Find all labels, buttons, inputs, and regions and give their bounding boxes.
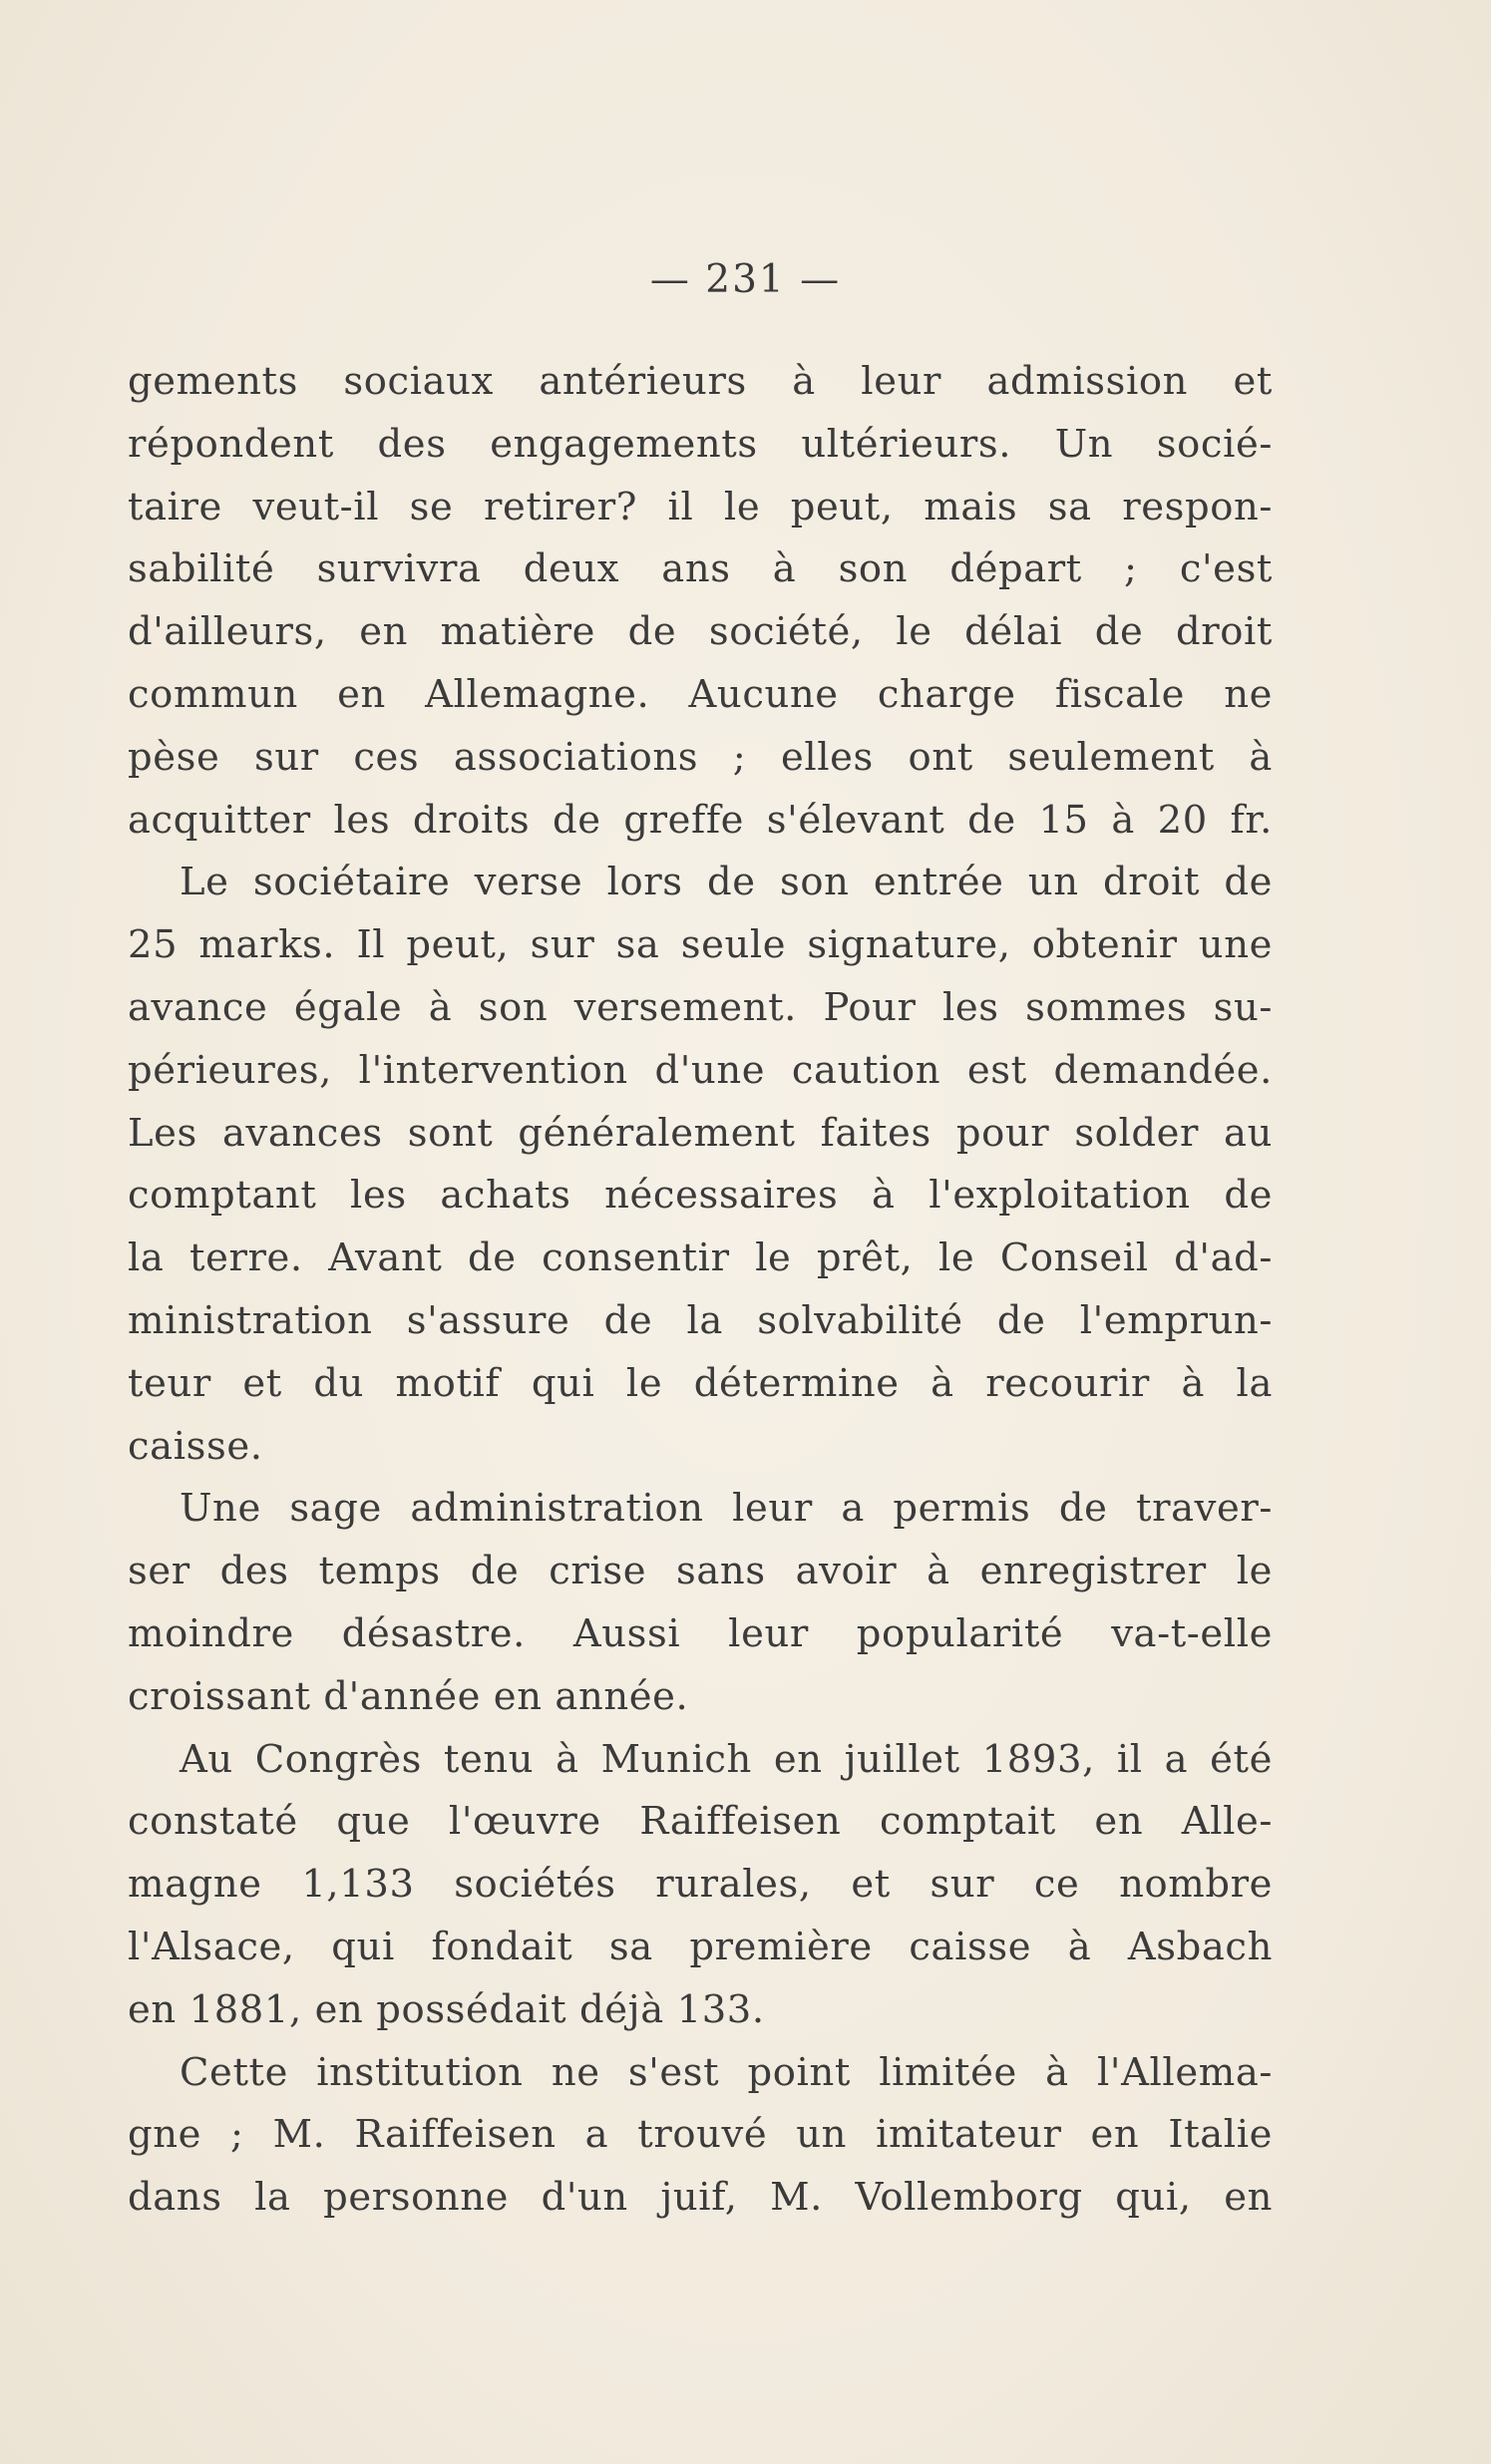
text-line: pèse sur ces associations ; elles ont seulement à — [128, 734, 1273, 780]
text-line: sabilité survivra deux ans à son départ ; c'est — [128, 546, 1273, 592]
text-line: croissant d'année en année. — [128, 1673, 689, 1719]
text-line: en 1881, en possédait déjà 133. — [128, 1986, 765, 2032]
text-line: Une sage administration leur a permis de traver- — [180, 1486, 1273, 1532]
text-line: teur et du motif qui le détermine à recourir à la — [128, 1360, 1273, 1406]
text-line: la terre. Avant de consentir le prêt, le Conseil d'ad- — [128, 1235, 1273, 1281]
text-line: gne ; M. Raiffeisen a trouvé un imitateur en Italie — [128, 2112, 1273, 2158]
text-line: avance égale à son versement. Pour les sommes su- — [128, 984, 1273, 1030]
text-line: acquitter les droits de greffe s'élevant de 15 à 20 fr. — [128, 797, 1273, 843]
body-text — [128, 351, 1273, 2230]
text-line: Au Congrès tenu à Munich en juillet 1893, il a été — [180, 1736, 1273, 1782]
text-line: moindre désastre. Aussi leur popularité va-t-elle — [128, 1610, 1273, 1656]
text-line: 25 marks. Il peut, sur sa seule signature, obtenir une — [128, 922, 1273, 968]
text-line: constaté que l'œuvre Raiffeisen comptait en Alle- — [128, 1799, 1273, 1845]
page-number: — 231 — — [649, 257, 842, 302]
text-line: Le sociétaire verse lors de son entrée un droit de — [180, 860, 1273, 905]
text-line: Les avances sont généralement faites pour solder au — [128, 1110, 1273, 1156]
text-line: Cette institution ne s'est point limitée à l'Allema- — [180, 2049, 1273, 2095]
text-line: comptant les achats nécessaires à l'exploitation de — [128, 1173, 1273, 1219]
text-line: périeures, l'intervention d'une caution est demandée. — [128, 1047, 1273, 1093]
text-line: magne 1,133 sociétés rurales, et sur ce nombre — [128, 1862, 1273, 1908]
text-line: d'ailleurs, en matière de société, le délai de droit — [128, 609, 1273, 655]
text-line: dans la personne d'un juif, M. Vollemborg qui, en — [128, 2175, 1273, 2221]
text-line: ministration s'assure de la solvabilité de l'emprun- — [128, 1297, 1273, 1343]
text-line: ser des temps de crise sans avoir à enregistrer le — [128, 1549, 1273, 1594]
text-line: répondent des engagements ultérieurs. Un socié- — [128, 421, 1273, 467]
text-line: taire veut-il se retirer? il le peut, mais sa respon- — [128, 484, 1273, 529]
text-line: l'Alsace, qui fondait sa première caisse à Asbach — [128, 1924, 1273, 1969]
text-line: commun en Allemagne. Aucune charge fiscale ne — [128, 671, 1273, 717]
text-line: caisse. — [128, 1423, 263, 1469]
text-line: gements sociaux antérieurs à leur admission et — [128, 359, 1273, 404]
